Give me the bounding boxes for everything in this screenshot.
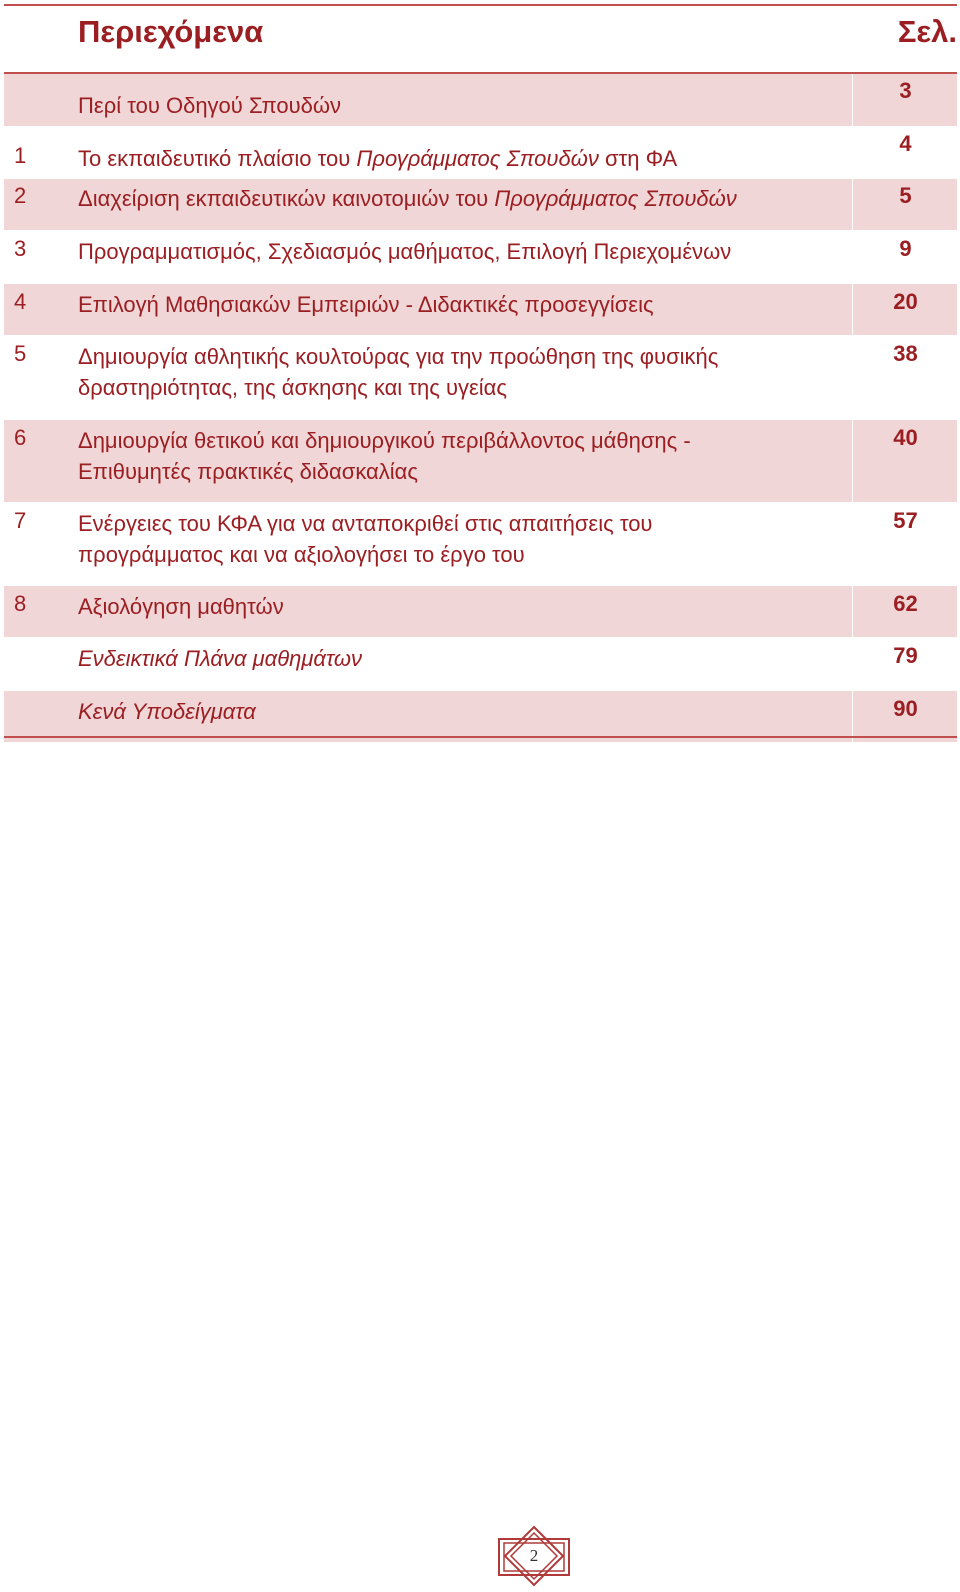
entry-number: 2: [14, 183, 27, 208]
entry-page: [852, 691, 958, 747]
entry-page-number: 79: [893, 643, 918, 668]
entry-page: [852, 336, 958, 424]
entry-page-number: 4: [899, 131, 912, 156]
toc-header: [4, 4, 957, 74]
entry-page: [852, 179, 958, 234]
entry-page: [852, 586, 958, 642]
entry-page: [852, 638, 958, 695]
toc-title: Περιεχόμενα: [78, 14, 264, 49]
entry-title-part: στη ΦΑ: [598, 146, 678, 171]
entry-page: [852, 420, 958, 507]
entry-page-number: 90: [893, 696, 918, 721]
entry-title: Επιλογή Μαθησιακών Εμπειριών - Διδακτικές προσεγγίσεις: [78, 292, 654, 317]
toc-entry-intro[interactable]: [4, 74, 957, 127]
entry-number: 5: [14, 341, 27, 366]
entry-number: 3: [14, 236, 27, 261]
table-of-contents: [4, 4, 957, 743]
entry-title: [78, 341, 818, 403]
entry-page: [852, 284, 958, 340]
entry-title: Περί του Οδηγού Σπουδών: [78, 93, 342, 118]
toc-bottom-rule: [4, 736, 957, 738]
entry-title-line: Δημιουργία θετικού και δημιουργικού περιβάλλοντος μάθησης -: [78, 428, 691, 453]
entry-title: Ενδεικτικά Πλάνα μαθημάτων: [78, 646, 363, 671]
entry-title: [78, 508, 818, 570]
entry-title: [78, 425, 818, 487]
toc-entry-4[interactable]: [4, 284, 957, 336]
entry-title: Αξιολόγηση μαθητών: [78, 594, 284, 619]
entry-number: 1: [14, 143, 27, 168]
page-column-title: Σελ.: [897, 14, 957, 49]
toc-entry-3[interactable]: [4, 231, 957, 284]
entry-title-part: Το εκπαιδευτικό πλαίσιο του: [78, 146, 357, 171]
entry-title-part: Διαχείριση εκπαιδευτικών καινοτομιών του: [78, 186, 495, 211]
entry-number: 4: [14, 289, 27, 314]
entry-number: 8: [14, 591, 27, 616]
entry-page: [852, 74, 958, 130]
entry-page-number: 38: [893, 341, 918, 366]
toc-entry-8[interactable]: [4, 586, 957, 638]
entry-title-italic: Προγράμματος Σπουδών: [494, 186, 737, 211]
entry-title: Προγραμματισμός, Σχεδιασμός μαθήματος, Επιλογή Περιεχομένων: [78, 239, 732, 264]
toc-entry-5[interactable]: [4, 336, 957, 420]
entry-title-italic: Προγράμματος Σπουδών: [356, 146, 599, 171]
toc-entry-6[interactable]: [4, 420, 957, 503]
entry-title: [78, 143, 818, 174]
entry-page-number: 3: [899, 78, 912, 103]
entry-page-number: 40: [893, 425, 918, 450]
entry-page-number: 9: [899, 236, 912, 261]
entry-title-line: Ενέργειες του ΚΦΑ για να ανταποκριθεί στις απαιτήσεις του: [78, 511, 653, 536]
entry-page-number: 62: [893, 591, 918, 616]
entry-page-number: 5: [899, 183, 912, 208]
entry-number: 7: [14, 508, 27, 533]
entry-title: [78, 183, 818, 214]
entry-title-line: Δημιουργία αθλητικής κουλτούρας για την προώθηση της φυσικής: [78, 344, 719, 369]
page-number-ornament: [497, 1525, 571, 1587]
entry-page: [852, 231, 958, 288]
toc-entry-2[interactable]: [4, 179, 957, 231]
entry-page-number: 20: [893, 289, 918, 314]
entry-page: [852, 503, 958, 590]
entry-title: Κενά Υποδείγματα: [78, 699, 256, 724]
entry-number: 6: [14, 425, 27, 450]
entry-page: [852, 127, 958, 182]
entry-title-line: δραστηριότητας, της άσκησης και της υγείας: [78, 375, 507, 400]
toc-entry-lesson-plans[interactable]: [4, 638, 957, 691]
page-number: 2: [529, 1546, 539, 1565]
toc-entry-1[interactable]: [4, 127, 957, 179]
entry-title-line: Επιθυμητές πρακτικές διδασκαλίας: [78, 459, 418, 484]
toc-entry-7[interactable]: [4, 503, 957, 586]
entry-title-line: προγράμματος και να αξιολογήσει το έργο του: [78, 542, 525, 567]
entry-page-number: 57: [893, 508, 918, 533]
